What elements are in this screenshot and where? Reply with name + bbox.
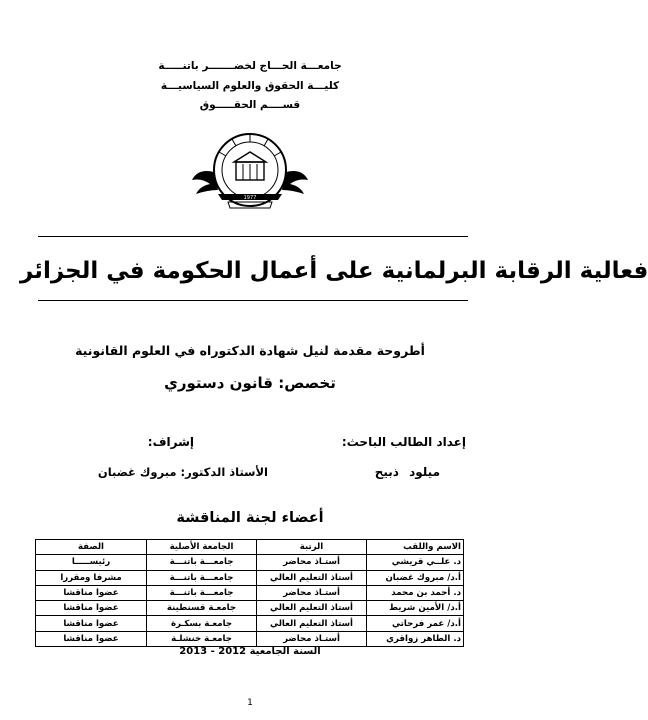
table-cell: عضوا مناقشا <box>36 631 147 646</box>
table-cell: أستـاذ محاضر <box>257 585 367 600</box>
table-cell: أستـاذ محاضر <box>257 555 367 570</box>
table-cell: جامعـــة باتنـــة <box>147 570 257 585</box>
table-cell: أستـاذ محاضر <box>257 631 367 646</box>
supervision-label: إشراف: <box>147 435 194 449</box>
table-row <box>36 555 464 570</box>
table-cell: جامعـــة باتنـــة <box>147 585 257 600</box>
title-bottom-rule <box>38 300 468 301</box>
table-header-cell: الجامعة الأصلية <box>147 540 257 555</box>
table-cell: أستاذ التعليم العالي <box>257 601 367 616</box>
table-row <box>36 585 464 600</box>
thesis-title: فعالية الرقابة البرلمانية على أعمال الحكومة في الجزائر <box>20 258 648 284</box>
table-cell: جامعـة قسنطينة <box>147 601 257 616</box>
student-name: ميلود ذبيح <box>374 465 440 479</box>
faculty-name: كليـــة الحقوق والعلوم السياسيـــة <box>160 80 340 92</box>
table-cell: عضوا مناقشا <box>36 585 147 600</box>
seal-year: 1977 <box>243 195 257 201</box>
table-row <box>36 616 464 631</box>
table-cell: أ.د/ عمر فرحاتي <box>367 616 464 631</box>
table-cell: أ.د/ مبروك غضبان <box>367 570 464 585</box>
table-header-cell: الاسم واللقب <box>367 540 464 555</box>
specialty: تخصص: قانون دستوري <box>164 374 336 392</box>
table-row <box>36 601 464 616</box>
table-cell: مشرفا ومقررا <box>36 570 147 585</box>
page-number: 1 <box>247 698 253 708</box>
table-cell: أستاذ التعليم العالي <box>257 570 367 585</box>
prepared-by-label: إعداد الطالب الباحث: <box>341 435 466 449</box>
academic-year: السنة الجامعية 2012 - 2013 <box>179 646 321 657</box>
table-cell: عضوا مناقشا <box>36 616 147 631</box>
thesis-subtitle: أطروحة مقدمة لنيل شهادة الدكتوراه في العلوم القانونية <box>75 343 425 358</box>
table-cell: د. علــي قريشي <box>367 555 464 570</box>
table-row <box>36 631 464 646</box>
table-cell: د. أحمد بن محمد <box>367 585 464 600</box>
table-header-cell: الرتبة <box>257 540 367 555</box>
committee-heading: أعضاء لجنة المناقشة <box>176 510 324 526</box>
university-name: جامعـــة الحـــاج لخضـــــــر باتنـــــة <box>158 60 342 72</box>
supervisor-name: الأستاذ الدكتور: مبروك غضبان <box>97 465 268 479</box>
university-seal <box>188 128 312 218</box>
table-cell: جامعـــة باتنـــة <box>147 555 257 570</box>
table-cell: أ.د/ الأمين شريط <box>367 601 464 616</box>
table-header-cell: الصفة <box>36 540 147 555</box>
table-cell: جامعـة خنشلـة <box>147 631 257 646</box>
table-cell: عضوا مناقشا <box>36 601 147 616</box>
table-cell: أستاذ التعليم العالي <box>257 616 367 631</box>
table-cell: جامعـة بسكـرة <box>147 616 257 631</box>
department-name: قســــم الحقـــــوق <box>199 99 301 111</box>
table-header-row <box>36 540 464 555</box>
committee-table <box>35 539 464 647</box>
table-cell: د. الطاهر زواقري <box>367 631 464 646</box>
title-top-rule <box>38 236 468 237</box>
table-row <box>36 570 464 585</box>
table-cell: رئيســـــا <box>36 555 147 570</box>
